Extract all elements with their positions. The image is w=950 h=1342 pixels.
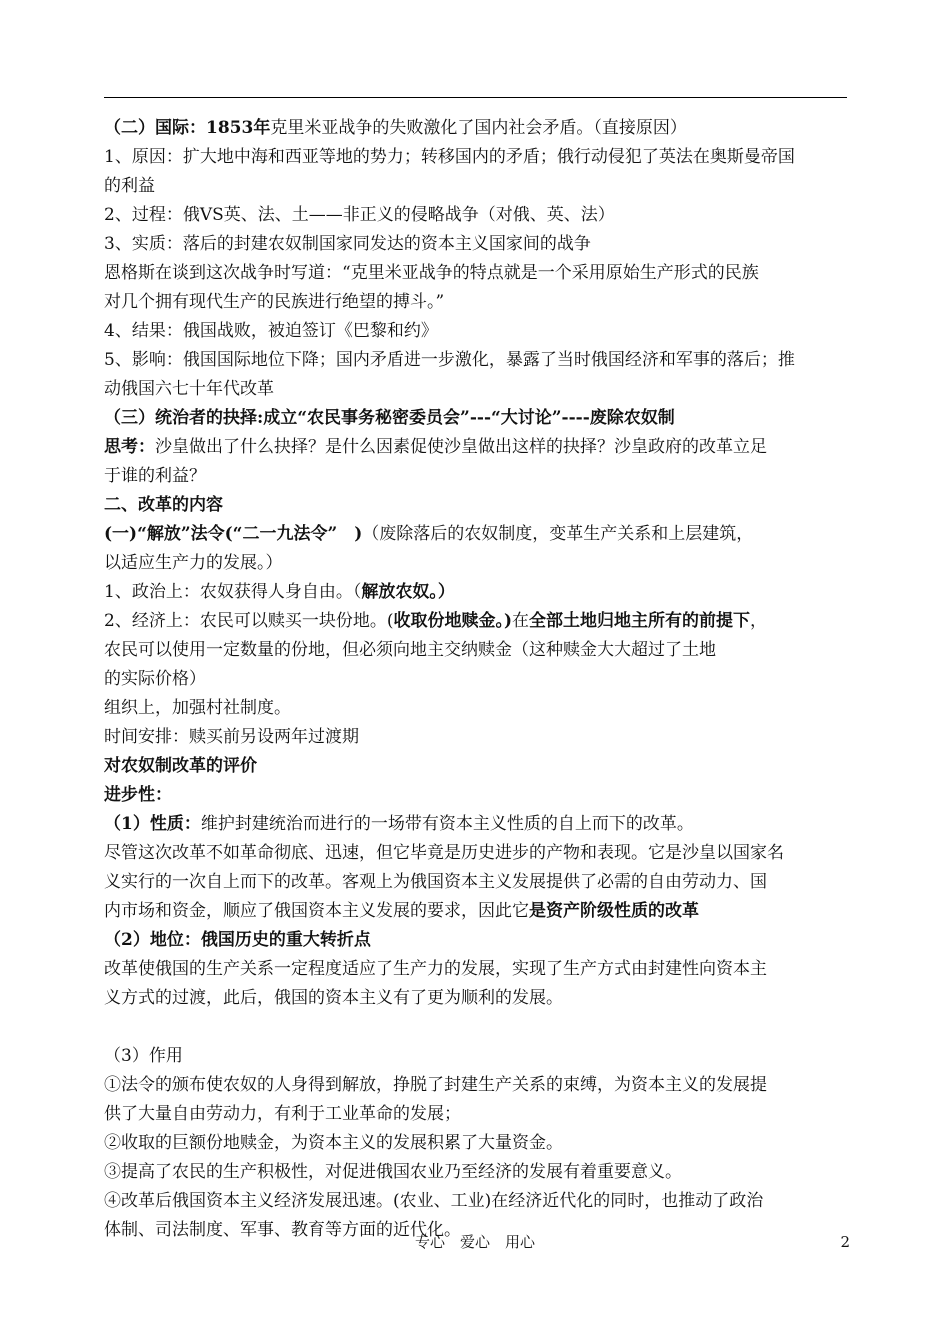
text-run: 农民可以使用一定数量的份地，但必须向地主交纳赎金（这种赎金大大超过了土地 bbox=[104, 640, 716, 660]
document-body bbox=[104, 114, 852, 1245]
text-run: 1、原因：扩大地中海和西亚等地的势力；转移国内的矛盾；俄行动侵犯了英法在奥斯曼帝国 bbox=[104, 147, 795, 167]
text-line bbox=[104, 317, 852, 346]
text-line bbox=[104, 1129, 852, 1158]
bold-text: （三）统治者的抉择:成立“农民事务秘密委员会”---“大讨论”----废除农奴制 bbox=[104, 408, 675, 428]
text-line bbox=[104, 1042, 852, 1071]
text-run: 4、结果：俄国战败，被迫签订《巴黎和约》 bbox=[104, 321, 438, 341]
text-run: 在 bbox=[512, 611, 529, 631]
text-run: ③提高了农民的生产积极性，对促进俄国农业乃至经济的发展有着重要意义。 bbox=[104, 1162, 682, 1182]
text-line bbox=[104, 172, 852, 201]
text-line bbox=[104, 636, 852, 665]
text-line bbox=[104, 201, 852, 230]
text-run: ， bbox=[750, 611, 767, 631]
text-run: 以适应生产力的发展。） bbox=[104, 553, 283, 573]
text-line bbox=[104, 839, 852, 868]
text-run: 的实际价格） bbox=[104, 669, 206, 689]
text-line bbox=[104, 578, 852, 607]
bold-text: 进步性： bbox=[104, 785, 172, 805]
text-run: 动俄国六七十年代改革 bbox=[104, 379, 274, 399]
text-run: ②收取的巨额份地赎金，为资本主义的发展积累了大量资金。 bbox=[104, 1133, 563, 1153]
text-line bbox=[104, 868, 852, 897]
bold-text: 全部土地归地主所有的前提下 bbox=[529, 611, 750, 631]
text-run: 义方式的过渡，此后，俄国的资本主义有了更为顺利的发展。 bbox=[104, 988, 563, 1008]
text-line bbox=[104, 665, 852, 694]
text-run: 克里米亚战争的失败激化了国内社会矛盾。（直接原因） bbox=[270, 118, 687, 138]
text-run: 1、政治上：农奴获得人身自由。（ bbox=[104, 582, 362, 602]
bold-text: （2）地位：俄国历史的重大转折点 bbox=[104, 930, 371, 950]
text-line bbox=[104, 520, 852, 549]
bold-text: 二、改革的内容 bbox=[104, 495, 223, 515]
blank-line bbox=[104, 1013, 852, 1042]
text-run: 2、经济上：农民可以赎买一块份地。( bbox=[104, 611, 394, 631]
text-run: 内市场和资金，顺应了俄国资本主义发展的要求，因此它 bbox=[104, 901, 529, 921]
text-line bbox=[104, 114, 852, 143]
text-line bbox=[104, 230, 852, 259]
text-run: 3、实质：落后的封建农奴制国家同发达的资本主义国家间的战争 bbox=[104, 234, 591, 254]
bold-text: 解放农奴。） bbox=[361, 582, 455, 602]
text-run: ①法令的颁布使农奴的人身得到解放，挣脱了封建生产关系的束缚，为资本主义的发展提 bbox=[104, 1075, 767, 1095]
text-line bbox=[104, 404, 852, 433]
text-run: 恩格斯在谈到这次战争时写道：“克里米亚战争的特点就是一个采用原始生产形式的民族 bbox=[104, 263, 759, 283]
text-run: 时间安排：赎买前另设两年过渡期 bbox=[104, 727, 359, 747]
text-run: 5、影响：俄国国际地位下降；国内矛盾进一步激化，暴露了当时俄国经济和军事的落后；推 bbox=[104, 350, 795, 370]
text-line bbox=[104, 984, 852, 1013]
text-line bbox=[104, 723, 852, 752]
text-line bbox=[104, 926, 852, 955]
bold-text: 是资产阶级性质的改革 bbox=[529, 901, 699, 921]
text-run: 义实行的一次自上而下的改革。客观上为俄国资本主义发展提供了必需的自由劳动力、国 bbox=[104, 872, 767, 892]
text-line bbox=[104, 607, 852, 636]
text-run: 的利益 bbox=[104, 176, 155, 196]
text-line bbox=[104, 1071, 852, 1100]
text-line bbox=[104, 346, 852, 375]
text-run: ④改革后俄国资本主义经济发展迅速。(农业、工业)在经济近代化的同时，也推动了政治 bbox=[104, 1191, 764, 1211]
footer-motto: 专心 爱心 用心 bbox=[414, 1233, 535, 1251]
text-run: 尽管这次改革不如革命彻底、迅速，但它毕竟是历史进步的产物和表现。它是沙皇以国家名 bbox=[104, 843, 784, 863]
bold-text: (一)“解放”法令(“二一九法令” ) bbox=[104, 524, 363, 544]
bold-text: （二）国际：1853年 bbox=[104, 118, 271, 138]
text-line bbox=[104, 897, 852, 926]
text-line bbox=[104, 433, 852, 462]
text-line bbox=[104, 375, 852, 404]
page-number: 2 bbox=[840, 1233, 850, 1251]
text-run: 组织上，加强村社制度。 bbox=[104, 698, 291, 718]
text-run: 2、过程：俄VS英、法、土——非正义的侵略战争（对俄、英、法） bbox=[104, 205, 615, 225]
text-line bbox=[104, 1187, 852, 1216]
text-run: （废除落后的农奴制度，变革生产关系和上层建筑， bbox=[362, 524, 754, 544]
text-line bbox=[104, 549, 852, 578]
text-line bbox=[104, 288, 852, 317]
text-line bbox=[104, 1158, 852, 1187]
text-line bbox=[104, 491, 852, 520]
bold-text: （1）性质： bbox=[104, 814, 201, 834]
text-line bbox=[104, 752, 852, 781]
bold-text: 对农奴制改革的评价 bbox=[104, 756, 257, 776]
text-run: 维护封建统治而进行的一场带有资本主义性质的自上而下的改革。 bbox=[200, 814, 694, 834]
text-line bbox=[104, 1100, 852, 1129]
text-run: 体制、司法制度、军事、教育等方面的近代化。 bbox=[104, 1220, 461, 1240]
header-rule bbox=[104, 97, 847, 98]
text-run: （3）作用 bbox=[104, 1046, 183, 1066]
text-run: 改革使俄国的生产关系一定程度适应了生产力的发展，实现了生产方式由封建性向资本主 bbox=[104, 959, 767, 979]
text-line bbox=[104, 810, 852, 839]
bold-text: 思考： bbox=[104, 437, 155, 457]
text-line bbox=[104, 955, 852, 984]
text-line bbox=[104, 694, 852, 723]
text-run: 沙皇做出了什么抉择？是什么因素促使沙皇做出这样的抉择？沙皇政府的改革立足 bbox=[155, 437, 767, 457]
text-run: 于谁的利益？ bbox=[104, 466, 206, 486]
text-line bbox=[104, 462, 852, 491]
text-run: 对几个拥有现代生产的民族进行绝望的搏斗。” bbox=[104, 292, 445, 312]
text-line bbox=[104, 259, 852, 288]
text-line bbox=[104, 781, 852, 810]
text-run: 供了大量自由劳动力，有利于工业革命的发展； bbox=[104, 1104, 461, 1124]
text-line bbox=[104, 143, 852, 172]
bold-text: 收取份地赎金。) bbox=[393, 611, 512, 631]
